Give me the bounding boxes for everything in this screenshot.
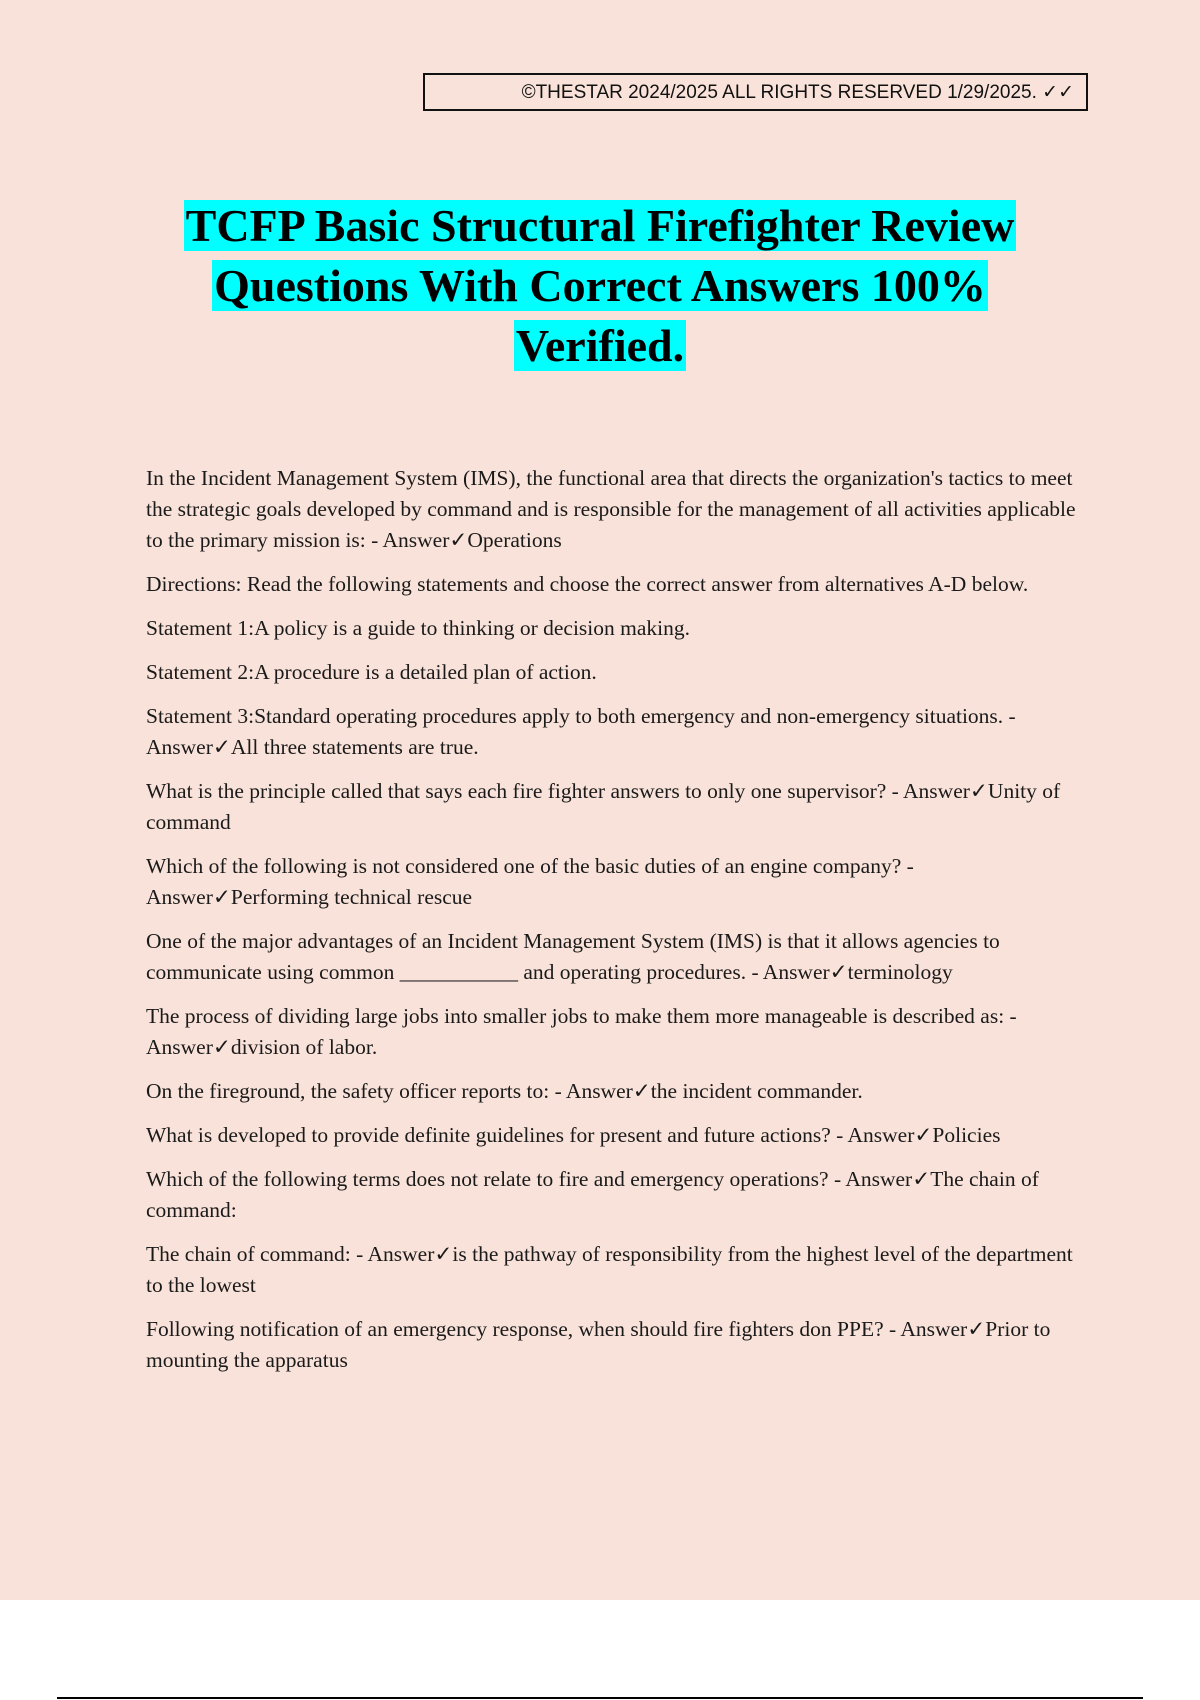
title-line-1: TCFP Basic Structural Firefighter Review xyxy=(185,200,1015,251)
paragraph-statement-2: Statement 2:A procedure is a detailed plan of action. xyxy=(146,660,597,684)
paragraph-chain-of-command-question: Which of the following terms does not relate to fire and emergency operations? - Answer✓The chain of command: xyxy=(146,1167,1039,1222)
paragraph-directions: Directions: Read the following statements and choose the correct answer from alternatives A-D below. xyxy=(146,572,1029,596)
title-line-3: Verified. xyxy=(515,320,685,371)
paragraph-statement-3: Statement 3:Standard operating procedures apply to both emergency and non-emergency situations. - Answer✓All three statements are true. xyxy=(146,704,1016,759)
paragraph-operations: In the Incident Management System (IMS), the functional area that directs the organization's tactics to meet the strategic goals developed by command and is responsible for the management of all activities applicable to the primary mission is: - Answer✓Operations xyxy=(146,466,1076,552)
footer-divider xyxy=(57,1697,1143,1699)
paragraph-unity-of-command: What is the principle called that says each fire fighter answers to only one supervisor? - Answer✓Unity of command xyxy=(146,779,1061,834)
copyright-notice xyxy=(423,73,1088,111)
paragraph-engine-company: Which of the following is not considered one of the basic duties of an engine company? - Answer✓Performing technical rescue xyxy=(146,854,914,909)
paragraph-terminology: One of the major advantages of an Incident Management System (IMS) is that it allows agencies to communicate using common ___________ and operating procedures. - Answer✓terminology xyxy=(146,929,1000,984)
question-list xyxy=(146,463,1086,1389)
paragraph-policies: What is developed to provide definite guidelines for present and future actions? - Answer✓Policies xyxy=(146,1123,1001,1147)
paragraph-safety-officer: On the fireground, the safety officer reports to: - Answer✓the incident commander. xyxy=(146,1079,863,1103)
paragraph-statement-1: Statement 1:A policy is a guide to thinking or decision making. xyxy=(146,616,690,640)
paragraph-division-of-labor: The process of dividing large jobs into smaller jobs to make them more manageable is described as: - Answer✓division of labor. xyxy=(146,1004,1017,1059)
title-line-2: Questions With Correct Answers 100% xyxy=(214,260,986,311)
paragraph-ppe: Following notification of an emergency response, when should fire fighters don PPE? - Answer✓Prior to mounting the apparatus xyxy=(146,1317,1051,1372)
paragraph-chain-of-command-definition: The chain of command: - Answer✓is the pathway of responsibility from the highest level of the department to the lowest xyxy=(146,1242,1073,1297)
document-title xyxy=(100,196,1100,376)
copyright-text: ©THESTAR 2024/2025 ALL RIGHTS RESERVED 1/29/2025. ✓✓ xyxy=(521,81,1074,103)
